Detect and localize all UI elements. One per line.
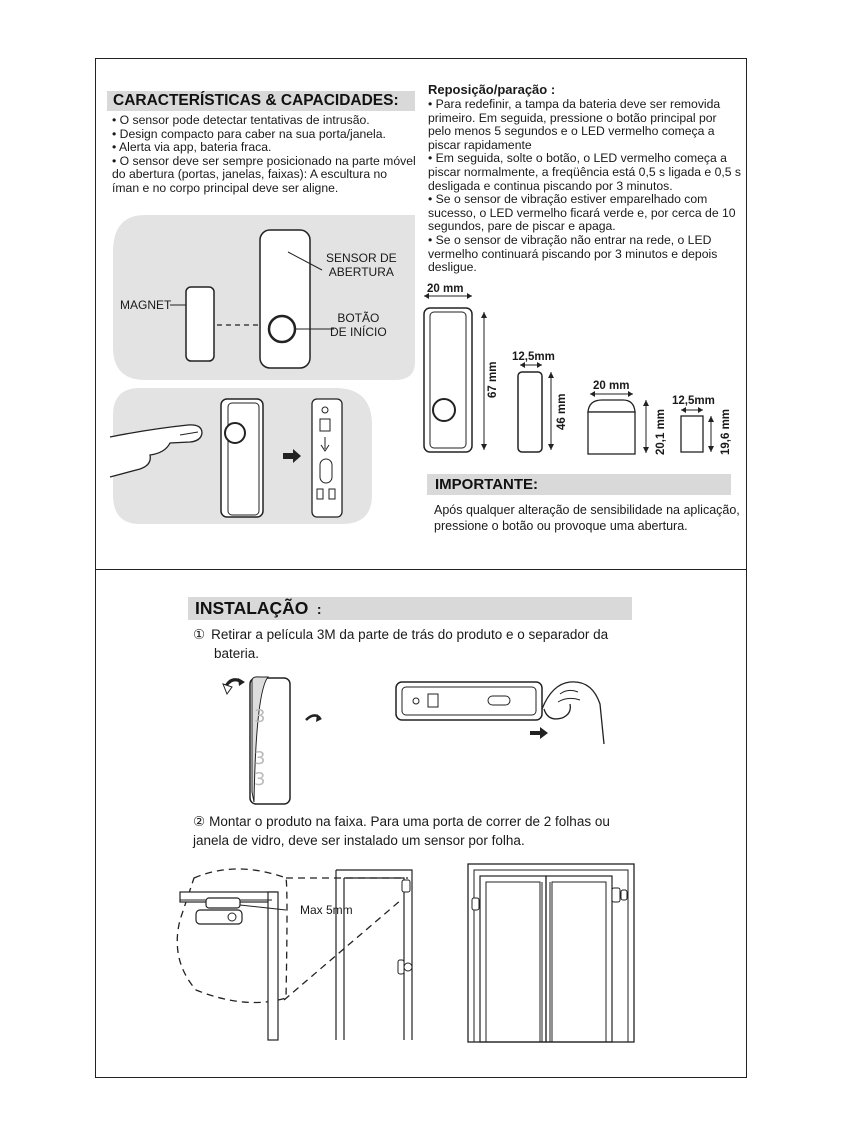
dim-magnet-width: 12,5mm [512,351,555,363]
max-gap-label: Max 5mm [300,903,353,917]
reset-line: vermelho continuará piscando por 3 minutos e depois [428,246,718,261]
press-button-illustration [110,385,375,527]
dim-magnet-side-height: 19,6 mm [720,408,732,455]
reset-line: sucesso, o LED vermelho ficará verde e, por cerca de 10 [428,205,736,220]
reset-line: segundos, pare de piscar e apaga. [428,219,616,234]
features-title: CARACTERÍSTICAS & CAPACIDADES: [107,91,415,111]
install-title-text: INSTALAÇÃO [195,598,309,618]
dim-sensor-height: 67 mm [487,361,499,398]
reset-line: piscar rapidamente [428,137,532,152]
svg-text:3: 3 [254,748,266,769]
reset-line: piscar normalmente, a freqüência está 0,5 s ligada e 0,5 s [428,164,741,179]
install-title-suffix: : [316,601,322,617]
features-line: íman e no corpo principal deve ser aligne. [112,180,339,195]
sensor-label-line: ABERTURA [328,265,394,279]
features-line: • Alerta via app, bateria fraca. [112,140,272,155]
magnet-label: MAGNET [120,298,172,312]
features-line: • O sensor deve ser sempre posicionado na parte móvel [112,153,416,168]
door-mount-illustration [176,860,426,1040]
step-2-line [193,812,610,831]
reset-line: • Se o sensor de vibração estiver emparelhado com [428,192,708,207]
dim-magnet-side-width: 12,5mm [672,395,715,407]
step-1-text: Retirar a película 3M da parte de trás do produto e o separador da [211,627,609,642]
reset-title: Reposição/paração : [428,82,556,97]
sliding-window-illustration [466,862,636,1042]
step-2-number: ② [193,814,206,829]
dim-side-height: 20,1 mm [655,408,667,455]
reset-line: pelo menos 5 segundos e o LED vermelho começa a [428,124,715,139]
features-line: • O sensor pode detectar tentativas de intrusão. [112,113,370,127]
reset-line: • Em seguida, solte o botão, o LED vermelho começa a [428,151,727,166]
reset-line: desligue. [428,260,477,275]
important-line: Após qualquer alteração de sensibilidade na aplicação, [434,503,740,517]
button-label-line: DE INÍCIO [330,325,387,339]
features-list [112,114,416,196]
step-1-line: bateria. [214,646,260,661]
step-1-number: ① [193,627,206,642]
reset-line: desligada e continua piscando por 3 minutos. [428,178,673,193]
dimensions-drawing [418,290,748,460]
step-2-text: Montar o produto na faixa. Para uma porta de correr de 2 folhas ou [209,814,610,829]
sensor-diagram [110,212,415,382]
button-label-line: BOTÃO [337,311,380,325]
svg-text:3: 3 [254,769,266,790]
step-2-line: janela de vidro, deve ser instalado um sensor por folha. [193,833,525,848]
reset-line: primeiro. Em seguida, pressione o botão principal por [428,110,717,125]
remove-separator-illustration [392,674,607,749]
reset-list [428,98,741,275]
dim-side-width: 20 mm [593,380,630,392]
peel-film-illustration [218,672,328,807]
sensor-label [326,251,397,279]
section-divider [95,569,747,570]
reset-line: • Se o sensor de vibração não entrar na rede, o LED [428,232,712,247]
dim-magnet-height: 46 mm [556,393,568,430]
important-line: pressione o botão ou provoque uma abertura. [434,518,688,533]
install-title [188,597,632,620]
dim-sensor-width: 20 mm [427,283,464,295]
important-text [434,503,740,534]
reset-line: • Para redefinir, a tampa da bateria deve ser removida [428,97,721,111]
install-step-1 [193,625,608,663]
sensor-label-line: SENSOR DE [326,251,397,265]
important-title: IMPORTANTE: [427,474,731,495]
features-line: do abertura (portas, janelas, faixas): A escultura no [112,167,388,182]
svg-text:3: 3 [254,706,266,727]
step-1-line [193,625,608,644]
features-line: • Design compacto para caber na sua porta/janela. [112,126,386,141]
install-step-2 [193,812,610,850]
button-label [330,311,387,339]
